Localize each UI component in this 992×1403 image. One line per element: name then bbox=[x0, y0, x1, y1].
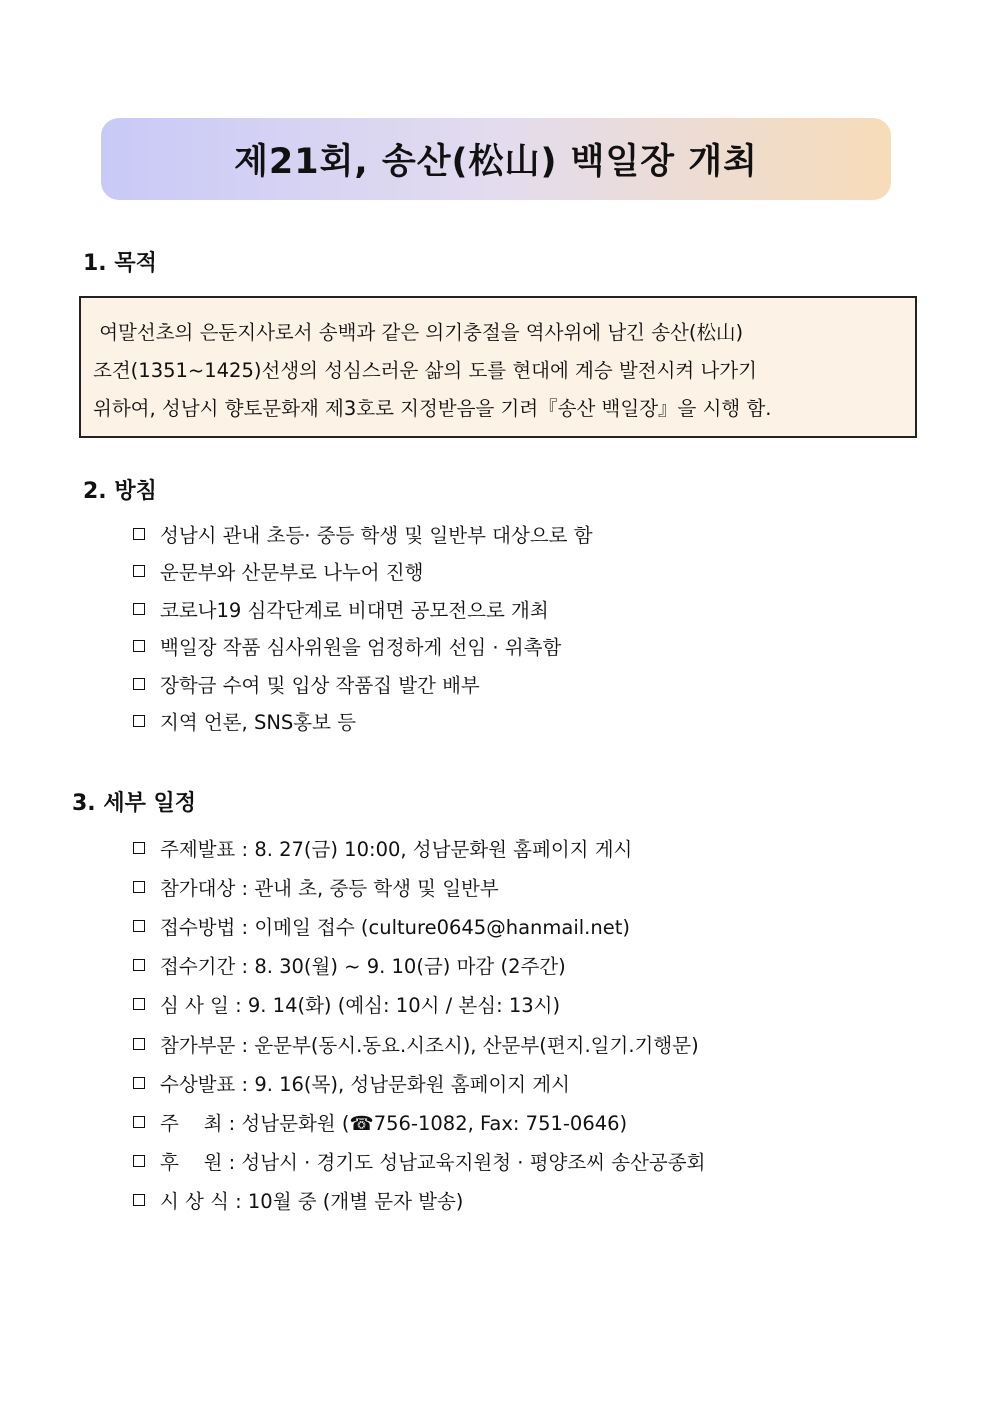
list-item-text: 접수기간 : 8. 30(월) ~ 9. 10(금) 마감 (2주간) bbox=[160, 955, 566, 979]
list-item bbox=[133, 1024, 705, 1063]
heading-schedule: 3. 세부 일정 bbox=[72, 791, 196, 816]
policy-list bbox=[133, 515, 593, 740]
list-item bbox=[133, 1063, 705, 1102]
checkbox-square-icon bbox=[133, 998, 145, 1010]
title-banner bbox=[101, 118, 891, 200]
checkbox-square-icon bbox=[133, 603, 145, 615]
checkbox-square-icon bbox=[133, 678, 145, 690]
list-item bbox=[133, 553, 593, 591]
checkbox-square-icon bbox=[133, 565, 145, 577]
list-item bbox=[133, 867, 705, 906]
checkbox-square-icon bbox=[133, 715, 145, 727]
heading-purpose: 1. 목적 bbox=[83, 251, 157, 276]
purpose-box bbox=[79, 296, 917, 438]
checkbox-square-icon bbox=[133, 959, 145, 971]
list-item-text: 수상발표 : 9. 16(목), 성남문화원 홈페이지 게시 bbox=[160, 1072, 570, 1096]
schedule-list bbox=[133, 828, 705, 1220]
list-item bbox=[133, 985, 705, 1024]
purpose-line: 조견(1351~1425)선생의 성심스러운 삶의 도를 현대에 계승 발전시켜 나가기 bbox=[93, 359, 757, 382]
list-item-text: 시 상 식 : 10월 중 (개별 문자 발송) bbox=[160, 1190, 464, 1214]
list-item-text: 참가대상 : 관내 초, 중등 학생 및 일반부 bbox=[160, 876, 499, 900]
list-item bbox=[133, 946, 705, 985]
list-item-text: 성남시 관내 초등· 중등 학생 및 일반부 대상으로 함 bbox=[160, 523, 593, 547]
checkbox-square-icon bbox=[133, 1116, 145, 1128]
list-item-text: 지역 언론, SNS홍보 등 bbox=[160, 711, 356, 735]
list-item bbox=[133, 906, 705, 945]
list-item-text: 백일장 작품 심사위원을 엄정하게 선임 · 위촉함 bbox=[160, 636, 562, 660]
list-item-text: 주제발표 : 8. 27(금) 10:00, 성남문화원 홈페이지 게시 bbox=[160, 837, 633, 861]
list-item bbox=[133, 1181, 705, 1220]
checkbox-square-icon bbox=[133, 842, 145, 854]
list-item-text: 장학금 수여 및 입상 작품집 발간 배부 bbox=[160, 673, 480, 697]
list-item bbox=[133, 665, 593, 703]
checkbox-square-icon bbox=[133, 1194, 145, 1206]
document-title: 제21회, 송산(松山) 백일장 개최 bbox=[234, 142, 758, 182]
list-item bbox=[133, 1142, 705, 1181]
checkbox-square-icon bbox=[133, 1155, 145, 1167]
checkbox-square-icon bbox=[133, 528, 145, 540]
list-item bbox=[133, 590, 593, 628]
list-item bbox=[133, 628, 593, 666]
list-item-text: 참가부문 : 운문부(동시.동요.시조시), 산문부(편지.일기.기행문) bbox=[160, 1033, 699, 1057]
checkbox-square-icon bbox=[133, 640, 145, 652]
list-item bbox=[133, 828, 705, 867]
list-item-text: 후 원 : 성남시 · 경기도 성남교육지원청 · 평양조씨 송산공종회 bbox=[160, 1151, 706, 1175]
checkbox-square-icon bbox=[133, 1038, 145, 1050]
heading-policy: 2. 방침 bbox=[83, 479, 157, 504]
purpose-line: 여말선초의 은둔지사로서 송백과 같은 의기충절을 역사위에 남긴 송산(松山) bbox=[93, 321, 744, 344]
list-item-text: 심 사 일 : 9. 14(화) (예심: 10시 / 본심: 13시) bbox=[160, 994, 561, 1018]
list-item-text: 운문부와 산문부로 나누어 진행 bbox=[160, 561, 424, 585]
checkbox-square-icon bbox=[133, 1077, 145, 1089]
list-item bbox=[133, 1102, 705, 1141]
list-item-text: 코로나19 심각단계로 비대면 공모전으로 개최 bbox=[160, 598, 549, 622]
list-item-text: 접수방법 : 이메일 접수 (culture0645@hanmail.net) bbox=[160, 915, 630, 939]
list-item-text: 주 최 : 성남문화원 (☎756-1082, Fax: 751-0646) bbox=[160, 1111, 628, 1135]
checkbox-square-icon bbox=[133, 920, 145, 932]
checkbox-square-icon bbox=[133, 881, 145, 893]
list-item bbox=[133, 515, 593, 553]
purpose-line: 위하여, 성남시 향토문화재 제3호로 지정받음을 기려『송산 백일장』을 시행 함. bbox=[93, 397, 772, 420]
list-item bbox=[133, 703, 593, 741]
